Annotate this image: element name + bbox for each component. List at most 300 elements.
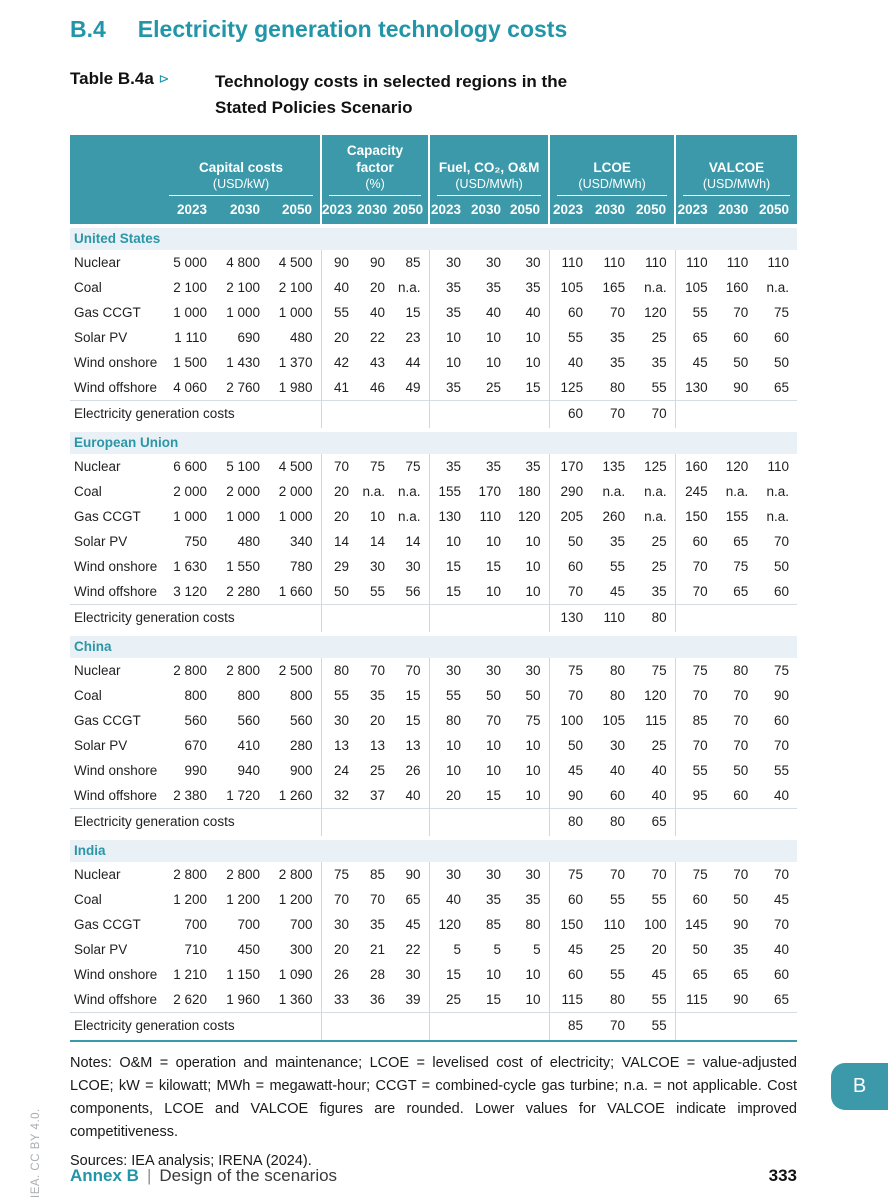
value-cell: 145 xyxy=(675,912,716,937)
summary-cell: 60 xyxy=(549,401,591,431)
value-cell: 45 xyxy=(549,937,591,962)
value-cell: 65 xyxy=(733,533,749,549)
summary-cell xyxy=(357,809,393,839)
value-cell: 10 xyxy=(486,762,502,778)
value-cell: 70 xyxy=(773,866,789,882)
value-cell: 90 xyxy=(733,991,749,1007)
value-cell: 50 xyxy=(733,354,749,370)
value-cell: 30 xyxy=(429,862,469,887)
value-cell: 35 xyxy=(370,916,386,932)
value-cell: 25 xyxy=(610,941,626,957)
value-cell: 30 xyxy=(525,254,541,270)
value-cell: 50 xyxy=(733,891,749,907)
value-cell: 35 xyxy=(429,454,469,479)
value-cell: 80 xyxy=(321,658,357,683)
summary-cell xyxy=(357,1013,393,1042)
value-cell: 700 xyxy=(290,916,313,932)
value-cell: 3 120 xyxy=(173,583,208,599)
value-cell: 15 xyxy=(486,558,502,574)
value-cell: 22 xyxy=(370,329,386,345)
value-cell: 115 xyxy=(675,987,716,1013)
row-label: Wind offshore xyxy=(74,379,158,395)
value-cell: 5 xyxy=(533,941,541,957)
row-label: Wind onshore xyxy=(74,354,158,370)
summary-cell xyxy=(675,809,716,839)
value-cell: 35 xyxy=(525,279,541,295)
value-cell: 45 xyxy=(549,758,591,783)
value-cell: 110 xyxy=(726,254,749,270)
triangle-right-icon: ⊳ xyxy=(158,71,170,86)
value-cell: 480 xyxy=(290,329,313,345)
year-header: 2023 xyxy=(549,196,591,226)
value-cell: 15 xyxy=(486,787,502,803)
value-cell: 70 xyxy=(651,866,667,882)
value-cell: 21 xyxy=(370,941,386,957)
value-cell: 10 xyxy=(486,966,502,982)
summary-cell xyxy=(716,401,757,431)
value-cell: 155 xyxy=(725,508,749,524)
value-cell: 30 xyxy=(429,658,469,683)
value-cell: 100 xyxy=(644,916,667,932)
value-cell: 990 xyxy=(184,762,208,778)
value-cell: 110 xyxy=(675,250,716,275)
iea-license-watermark: IEA. CC BY 4.0. xyxy=(30,1108,42,1198)
table-row xyxy=(70,375,797,401)
table-row xyxy=(70,783,797,809)
value-cell: 75 xyxy=(733,558,749,574)
value-cell: 50 xyxy=(549,733,591,758)
value-cell: 90 xyxy=(321,250,357,275)
value-cell: 35 xyxy=(429,275,469,300)
value-cell: 110 xyxy=(603,254,626,270)
row-label: Wind offshore xyxy=(74,583,158,599)
value-cell: 560 xyxy=(184,712,208,728)
value-cell: 150 xyxy=(675,504,716,529)
region-row xyxy=(70,430,797,454)
value-cell: 40 xyxy=(651,787,667,803)
summary-cell xyxy=(756,605,797,635)
summary-row xyxy=(70,809,797,839)
value-cell: 30 xyxy=(486,866,502,882)
value-cell: 80 xyxy=(733,662,749,678)
value-cell: 25 xyxy=(429,987,469,1013)
value-cell: n.a. xyxy=(766,483,789,499)
value-cell: 10 xyxy=(486,533,502,549)
summary-cell xyxy=(429,1013,469,1042)
value-cell: 5 xyxy=(429,937,469,962)
value-cell: 2 100 xyxy=(173,279,208,295)
summary-cell: 70 xyxy=(633,401,675,431)
value-cell: 1 000 xyxy=(173,304,208,320)
year-header: 2050 xyxy=(633,196,675,226)
value-cell: 1 980 xyxy=(278,379,313,395)
value-cell: 205 xyxy=(549,504,591,529)
summary-cell xyxy=(509,401,549,431)
table-row xyxy=(70,758,797,783)
value-cell: 2 800 xyxy=(173,866,208,882)
header-corner xyxy=(70,196,162,226)
value-cell: n.a. xyxy=(398,508,421,524)
value-cell: 70 xyxy=(549,683,591,708)
value-cell: 1 200 xyxy=(173,891,208,907)
value-cell: 30 xyxy=(486,662,502,678)
value-cell: 260 xyxy=(602,508,626,524)
footer-annex-label: Annex B xyxy=(70,1166,139,1185)
value-cell: 1 200 xyxy=(278,891,313,907)
value-cell: 80 xyxy=(525,916,541,932)
value-cell: 60 xyxy=(549,554,591,579)
summary-cell xyxy=(393,401,429,431)
value-cell: n.a. xyxy=(644,508,667,524)
value-cell: 55 xyxy=(651,891,667,907)
value-cell: 15 xyxy=(405,712,421,728)
row-label: Gas CCGT xyxy=(74,712,141,728)
value-cell: 40 xyxy=(370,304,386,320)
year-header: 2030 xyxy=(215,196,268,226)
value-cell: 60 xyxy=(773,329,789,345)
column-group-header: Capital costs (USD/kW) xyxy=(162,135,321,196)
value-cell: 40 xyxy=(773,941,789,957)
value-cell: 10 xyxy=(429,350,469,375)
row-label: Wind offshore xyxy=(74,787,158,803)
summary-cell: 85 xyxy=(549,1013,591,1042)
value-cell: 33 xyxy=(321,987,357,1013)
value-cell: 1 200 xyxy=(226,891,261,907)
value-cell: 36 xyxy=(370,991,386,1007)
row-label: Solar PV xyxy=(74,737,128,753)
value-cell: 115 xyxy=(549,987,591,1013)
value-cell: 55 xyxy=(610,966,626,982)
value-cell: 110 xyxy=(549,250,591,275)
value-cell: n.a. xyxy=(398,483,421,499)
section-title: Electricity generation technology costs xyxy=(137,16,568,42)
value-cell: 1 000 xyxy=(226,508,261,524)
value-cell: 30 xyxy=(405,558,421,574)
table-caption-text xyxy=(215,69,567,121)
value-cell: 55 xyxy=(651,991,667,1007)
summary-cell: 55 xyxy=(633,1013,675,1042)
value-cell: 13 xyxy=(321,733,357,758)
year-header: 2050 xyxy=(509,196,549,226)
value-cell: 20 xyxy=(321,504,357,529)
value-cell: 42 xyxy=(321,350,357,375)
value-cell: 1 260 xyxy=(278,787,313,803)
value-cell: 100 xyxy=(549,708,591,733)
value-cell: 170 xyxy=(478,483,502,499)
value-cell: 40 xyxy=(486,304,502,320)
value-cell: 50 xyxy=(733,762,749,778)
value-cell: 750 xyxy=(184,533,208,549)
value-cell: 2 800 xyxy=(226,866,261,882)
value-cell: 4 060 xyxy=(173,379,208,395)
row-label: Coal xyxy=(74,279,102,295)
footer-separator: | xyxy=(146,1166,152,1185)
value-cell: 25 xyxy=(651,558,667,574)
row-label: Solar PV xyxy=(74,533,128,549)
summary-cell xyxy=(756,1013,797,1042)
row-label: Nuclear xyxy=(74,458,121,474)
value-cell: 2 800 xyxy=(226,662,261,678)
value-cell: 20 xyxy=(370,279,386,295)
value-cell: 35 xyxy=(525,891,541,907)
value-cell: 700 xyxy=(237,916,261,932)
value-cell: 10 xyxy=(486,583,502,599)
value-cell: 70 xyxy=(549,579,591,605)
table-row xyxy=(70,554,797,579)
table-row xyxy=(70,683,797,708)
value-cell: 44 xyxy=(405,354,421,370)
value-cell: 80 xyxy=(429,708,469,733)
value-cell: 55 xyxy=(321,683,357,708)
row-label: Nuclear xyxy=(74,662,121,678)
summary-cell: 65 xyxy=(633,809,675,839)
value-cell: 10 xyxy=(525,533,541,549)
year-header: 2030 xyxy=(357,196,393,226)
value-cell: 40 xyxy=(549,350,591,375)
value-cell: 75 xyxy=(651,662,667,678)
value-cell: 10 xyxy=(429,733,469,758)
value-cell: 150 xyxy=(549,912,591,937)
table-row xyxy=(70,962,797,987)
value-cell: 50 xyxy=(773,558,789,574)
value-cell: 28 xyxy=(370,966,386,982)
table-row xyxy=(70,912,797,937)
value-cell: 700 xyxy=(184,916,208,932)
value-cell: 60 xyxy=(549,887,591,912)
row-label: Gas CCGT xyxy=(74,508,141,524)
value-cell: 70 xyxy=(675,683,716,708)
summary-cell xyxy=(509,809,549,839)
value-cell: 49 xyxy=(405,379,421,395)
caption-line-2: Stated Policies Scenario xyxy=(215,98,413,117)
year-header: 2023 xyxy=(321,196,357,226)
row-label: Nuclear xyxy=(74,866,121,882)
value-cell: 690 xyxy=(237,329,261,345)
summary-label: Electricity generation costs xyxy=(70,809,321,839)
value-cell: 85 xyxy=(370,866,386,882)
summary-cell xyxy=(756,401,797,431)
value-cell: 10 xyxy=(525,583,541,599)
value-cell: 1 000 xyxy=(278,508,313,524)
summary-row xyxy=(70,605,797,635)
value-cell: 6 600 xyxy=(173,458,208,474)
value-cell: 30 xyxy=(370,558,386,574)
value-cell: 25 xyxy=(651,533,667,549)
year-header: 2050 xyxy=(393,196,429,226)
value-cell: 24 xyxy=(321,758,357,783)
value-cell: 50 xyxy=(486,687,502,703)
value-cell: 70 xyxy=(321,887,357,912)
value-cell: 2 620 xyxy=(173,991,208,1007)
row-label: Wind onshore xyxy=(74,966,158,982)
table-row xyxy=(70,250,797,275)
value-cell: 70 xyxy=(773,737,789,753)
value-cell: 25 xyxy=(651,737,667,753)
value-cell: 55 xyxy=(651,379,667,395)
summary-cell xyxy=(675,1013,716,1042)
value-cell: 60 xyxy=(773,966,789,982)
summary-cell xyxy=(393,605,429,635)
value-cell: 70 xyxy=(610,866,626,882)
value-cell: 160 xyxy=(725,279,749,295)
column-group-header: Fuel, CO₂, O&M (USD/MWh) xyxy=(429,135,549,196)
value-cell: 90 xyxy=(405,866,421,882)
value-cell: 45 xyxy=(651,966,667,982)
value-cell: 65 xyxy=(675,325,716,350)
value-cell: 10 xyxy=(525,558,541,574)
summary-cell xyxy=(716,1013,757,1042)
value-cell: 35 xyxy=(486,279,502,295)
summary-cell xyxy=(469,1013,509,1042)
value-cell: 75 xyxy=(549,658,591,683)
value-cell: 2 800 xyxy=(173,662,208,678)
value-cell: 40 xyxy=(610,762,626,778)
value-cell: 32 xyxy=(321,783,357,809)
value-cell: 14 xyxy=(321,529,357,554)
summary-cell: 80 xyxy=(591,809,633,839)
value-cell: 10 xyxy=(429,529,469,554)
value-cell: 20 xyxy=(321,325,357,350)
value-cell: 30 xyxy=(525,662,541,678)
value-cell: 120 xyxy=(429,912,469,937)
value-cell: 55 xyxy=(675,300,716,325)
row-label: Nuclear xyxy=(74,254,121,270)
value-cell: 80 xyxy=(610,687,626,703)
value-cell: 75 xyxy=(525,712,541,728)
value-cell: 35 xyxy=(429,300,469,325)
region-row xyxy=(70,634,797,658)
value-cell: 46 xyxy=(370,379,386,395)
value-cell: 35 xyxy=(525,458,541,474)
value-cell: 50 xyxy=(321,579,357,605)
table-header xyxy=(70,135,797,226)
value-cell: 120 xyxy=(518,508,541,524)
value-cell: 40 xyxy=(405,787,421,803)
value-cell: 40 xyxy=(651,762,667,778)
value-cell: n.a. xyxy=(644,483,667,499)
value-cell: 10 xyxy=(525,737,541,753)
technology-costs-table xyxy=(70,135,797,1042)
value-cell: 56 xyxy=(405,583,421,599)
value-cell: 15 xyxy=(429,554,469,579)
value-cell: 30 xyxy=(405,966,421,982)
table-row xyxy=(70,708,797,733)
value-cell: 25 xyxy=(651,329,667,345)
value-cell: 45 xyxy=(610,583,626,599)
value-cell: 70 xyxy=(733,712,749,728)
value-cell: 1 960 xyxy=(226,991,261,1007)
value-cell: 65 xyxy=(733,966,749,982)
value-cell: 110 xyxy=(767,458,789,474)
page-number: 333 xyxy=(768,1166,797,1185)
value-cell: 75 xyxy=(675,862,716,887)
value-cell: 70 xyxy=(675,554,716,579)
value-cell: 105 xyxy=(549,275,591,300)
value-cell: 110 xyxy=(603,916,626,932)
value-cell: 35 xyxy=(651,354,667,370)
value-cell: 60 xyxy=(549,962,591,987)
value-cell: 1 090 xyxy=(278,966,313,982)
summary-cell xyxy=(469,401,509,431)
value-cell: 30 xyxy=(429,250,469,275)
value-cell: 35 xyxy=(610,533,626,549)
value-cell: 50 xyxy=(675,937,716,962)
value-cell: 40 xyxy=(321,275,357,300)
value-cell: 70 xyxy=(405,662,421,678)
summary-cell: 130 xyxy=(549,605,591,635)
value-cell: 800 xyxy=(184,687,208,703)
value-cell: 10 xyxy=(525,966,541,982)
value-cell: 940 xyxy=(237,762,261,778)
value-cell: 20 xyxy=(429,783,469,809)
value-cell: 135 xyxy=(602,458,626,474)
value-cell: 60 xyxy=(773,712,789,728)
value-cell: 14 xyxy=(405,533,421,549)
value-cell: 75 xyxy=(773,662,789,678)
value-cell: 75 xyxy=(321,862,357,887)
summary-label: Electricity generation costs xyxy=(70,1013,321,1042)
column-group-header: Capacity factor (%) xyxy=(321,135,429,196)
table-row xyxy=(70,454,797,479)
summary-cell xyxy=(469,809,509,839)
value-cell: 45 xyxy=(675,350,716,375)
value-cell: 37 xyxy=(370,787,386,803)
summary-cell xyxy=(509,605,549,635)
value-cell: 130 xyxy=(429,504,469,529)
value-cell: 35 xyxy=(651,583,667,599)
value-cell: 26 xyxy=(321,962,357,987)
value-cell: 710 xyxy=(184,941,208,957)
value-cell: 245 xyxy=(675,479,716,504)
footer-chapter-title: Design of the scenarios xyxy=(159,1166,338,1185)
value-cell: 120 xyxy=(644,687,667,703)
summary-cell xyxy=(509,1013,549,1042)
value-cell: 480 xyxy=(237,533,261,549)
row-label: Solar PV xyxy=(74,941,128,957)
value-cell: 65 xyxy=(733,583,749,599)
value-cell: 1 550 xyxy=(226,558,261,574)
value-cell: n.a. xyxy=(725,483,749,499)
value-cell: 26 xyxy=(405,762,421,778)
table-row xyxy=(70,300,797,325)
value-cell: 35 xyxy=(610,354,626,370)
row-label: Wind onshore xyxy=(74,762,158,778)
value-cell: 45 xyxy=(773,891,789,907)
value-cell: 75 xyxy=(549,862,591,887)
value-cell: n.a. xyxy=(644,279,667,295)
value-cell: 110 xyxy=(479,508,502,524)
value-cell: 1 370 xyxy=(278,354,313,370)
summary-cell xyxy=(716,809,757,839)
value-cell: 10 xyxy=(525,354,541,370)
summary-cell: 80 xyxy=(633,605,675,635)
summary-cell xyxy=(321,809,357,839)
table-row xyxy=(70,504,797,529)
value-cell: 35 xyxy=(486,891,502,907)
value-cell: 30 xyxy=(321,708,357,733)
value-cell: 55 xyxy=(549,325,591,350)
table-row xyxy=(70,987,797,1013)
value-cell: 90 xyxy=(733,916,749,932)
value-cell: 10 xyxy=(525,991,541,1007)
page-footer xyxy=(70,1166,797,1186)
value-cell: 70 xyxy=(610,304,626,320)
summary-cell xyxy=(393,1013,429,1042)
summary-row xyxy=(70,1013,797,1042)
value-cell: 60 xyxy=(549,300,591,325)
year-header: 2023 xyxy=(675,196,716,226)
value-cell: 2 280 xyxy=(226,583,261,599)
